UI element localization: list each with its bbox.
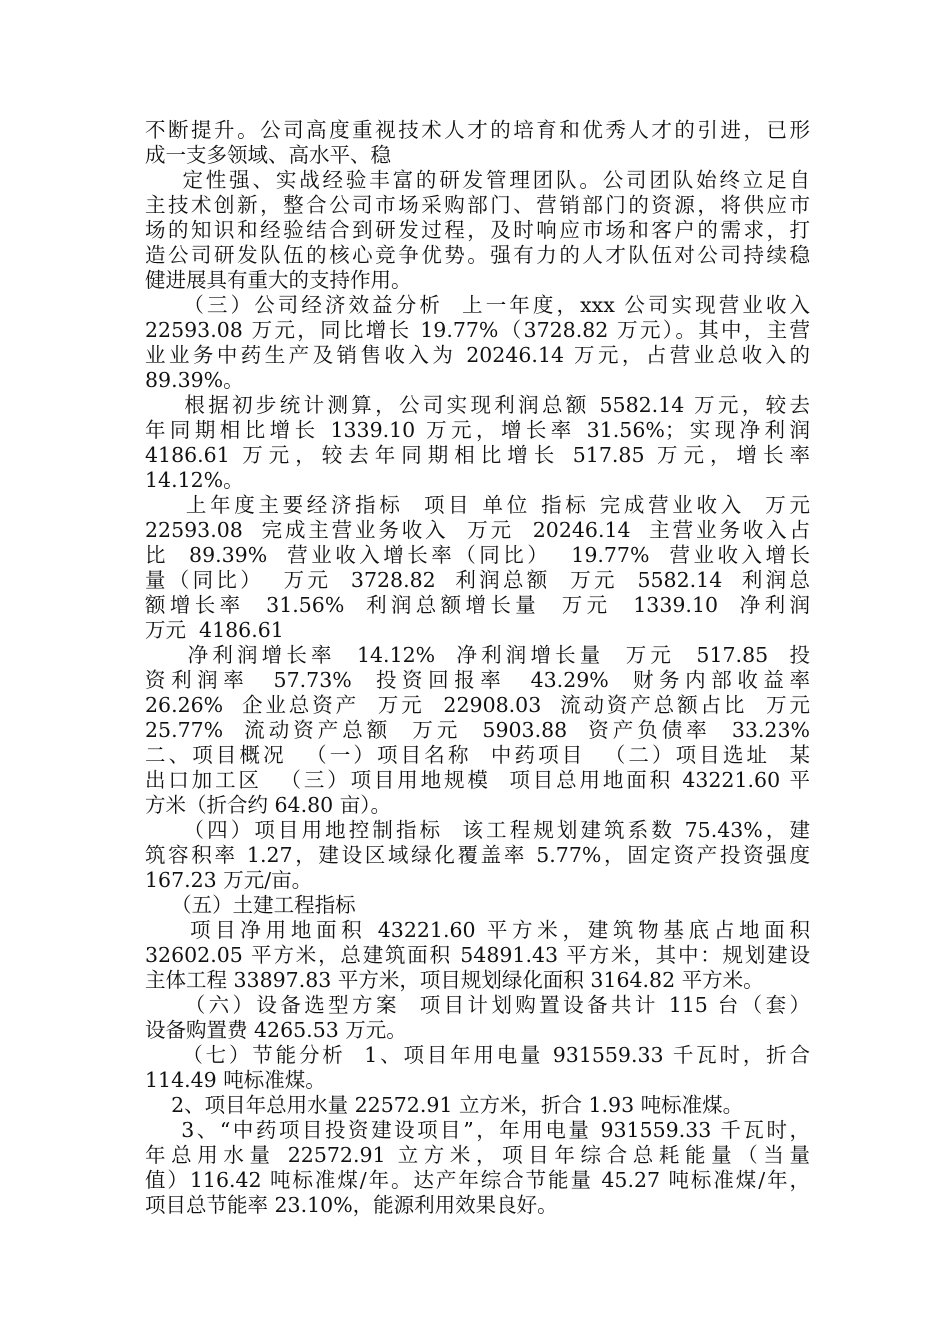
text-line: 89.39%。 <box>145 368 244 392</box>
text-line: 造公司研发队伍的核心竞争优势。强有力的人才队伍对公司持续稳 <box>145 243 810 267</box>
text-line: 设备购置费 4265.53 万元。 <box>145 1018 407 1042</box>
text-line: 年总用水量 22572.91 立方米，项目年综合总耗能量（当量 <box>145 1143 810 1167</box>
text-line: 筑容积率 1.27，建设区域绿化覆盖率 5.77%，固定资产投资强度 <box>145 843 810 867</box>
text-line: 出口加工区 （三）项目用地规模 项目总用地面积 43221.60 平 <box>145 768 810 792</box>
text-line: 不断提升。公司高度重视技术人才的培育和优秀人才的引进，已形 <box>145 118 810 142</box>
text-line: 万元 4186.61 <box>145 618 284 642</box>
text-line: 场的知识和经验结合到研发过程，及时响应市场和客户的需求，打 <box>145 218 810 242</box>
text-line: （四）项目用地控制指标 该工程规划建筑系数 75.43%，建 <box>145 818 810 842</box>
text-line: 22593.08 万元，同比增长 19.77%（3728.82 万元）。其中，主营 <box>145 318 810 342</box>
text-line: 项目总节能率 23.10%，能源利用效果良好。 <box>145 1193 558 1217</box>
text-line: 年同期相比增长 1339.10 万元，增长率 31.56%；实现净利润 <box>145 418 810 442</box>
text-line: （七）节能分析 1、项目年用电量 931559.33 千瓦时，折合 <box>145 1043 810 1067</box>
text-line: 业业务中药生产及销售收入为 20246.14 万元，占营业总收入的 <box>145 343 810 367</box>
text-line: 32602.05 平方米，总建筑面积 54891.43 平方米，其中：规划建设 <box>145 943 810 967</box>
text-line: 量（同比） 万元 3728.82 利润总额 万元 5582.14 利润总 <box>145 568 810 592</box>
text-line: 定性强、实战经验丰富的研发管理团队。公司团队始终立足自 <box>145 168 810 192</box>
text-line: 值）116.42 吨标准煤/年。达产年综合节能量 45.27 吨标准煤/年， <box>145 1168 810 1192</box>
text-line: 167.23 万元/亩。 <box>145 868 313 892</box>
text-line: 114.49 吨标准煤。 <box>145 1068 326 1092</box>
text-line: （六）设备选型方案 项目计划购置设备共计 115 台（套） <box>145 993 810 1017</box>
text-line: 健进展具有重大的支持作用。 <box>145 268 412 292</box>
text-line: 主技术创新，整合公司市场采购部门、营销部门的资源，将供应市 <box>145 193 810 217</box>
text-line: 主体工程 33897.83 平方米，项目规划绿化面积 3164.82 平方米。 <box>145 968 764 992</box>
text-line: 3、“中药项目投资建设项目”，年用电量 931559.33 千瓦时， <box>145 1118 810 1142</box>
text-line: 上年度主要经济指标 项目 单位 指标 完成营业收入 万元 <box>145 493 810 517</box>
text-line: 净利润增长率 14.12% 净利润增长量 万元 517.85 投 <box>145 643 810 667</box>
text-line: （三）公司经济效益分析 上一年度，xxx 公司实现营业收入 <box>145 293 810 317</box>
document-body <box>145 118 810 1218</box>
text-line: 成一支多领域、高水平、稳 <box>145 143 391 167</box>
text-line: 额增长率 31.56% 利润总额增长量 万元 1339.10 净利润 <box>145 593 810 617</box>
text-line: （五）土建工程指标 <box>145 893 356 917</box>
text-line: 14.12%。 <box>145 468 244 492</box>
text-line: 项目净用地面积 43221.60 平方米，建筑物基底占地面积 <box>145 918 810 942</box>
text-line: 25.77% 流动资产总额 万元 5903.88 资产负债率 33.23% <box>145 718 810 742</box>
text-line: 2、项目年总用水量 22572.91 立方米，折合 1.93 吨标准煤。 <box>145 1093 744 1117</box>
text-line: 4186.61 万元，较去年同期相比增长 517.85 万元，增长率 <box>145 443 810 467</box>
text-line: 根据初步统计测算，公司实现利润总额 5582.14 万元，较去 <box>145 393 810 417</box>
text-line: 资利润率 57.73% 投资回报率 43.29% 财务内部收益率 <box>145 668 810 692</box>
text-line: 方米（折合约 64.80 亩）。 <box>145 793 391 817</box>
text-line: 22593.08 完成主营业务收入 万元 20246.14 主营业务收入占 <box>145 518 810 542</box>
text-line: 比 89.39% 营业收入增长率（同比） 19.77% 营业收入增长 <box>145 543 810 567</box>
text-line: 二、项目概况 （一）项目名称 中药项目 （二）项目选址 某 <box>145 743 810 767</box>
text-line: 26.26% 企业总资产 万元 22908.03 流动资产总额占比 万元 <box>145 693 810 717</box>
